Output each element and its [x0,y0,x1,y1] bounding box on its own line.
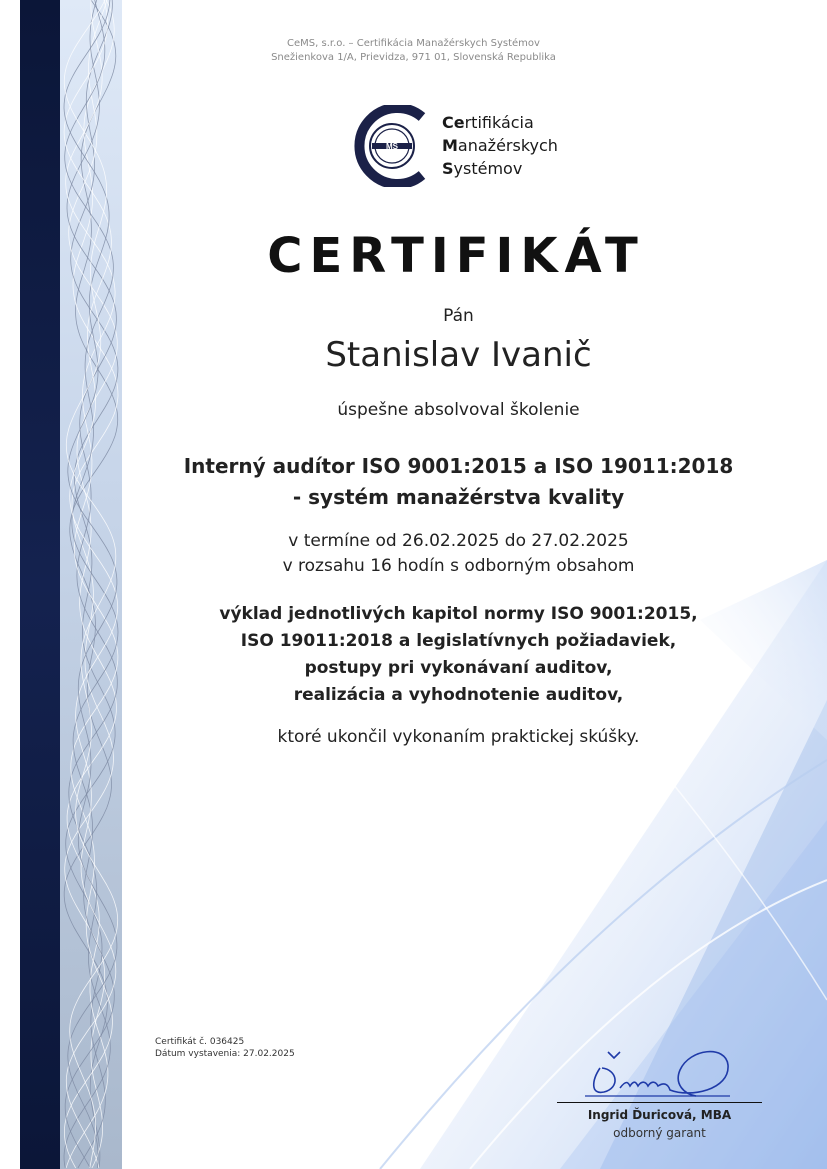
salutation: Pán [443,306,474,326]
certificate-meta [155,1036,295,1060]
course-title-line: Interný audítor ISO 9001:2015 a ISO 19011:2018 [183,454,734,478]
guilloche-curve [66,0,118,1168]
logo-monogram: MS [386,142,398,151]
guilloche-curve [65,0,118,1168]
content-line: výklad jednotlivých kapitol normy ISO 9001:2015, [219,604,698,624]
course-details [0,529,827,579]
content-line: ISO 19011:2018 a legislatívnych požiadaviek, [240,631,677,651]
content-line: postupy pri vykonávaní auditov, [304,658,613,678]
certificate-title: CERTIFIKÁT [267,228,645,284]
guilloche-border [60,0,122,1169]
handwritten-signature [580,1040,740,1105]
content-line: realizácia a vyhodnotenie auditov, [293,685,624,705]
issuer-header [0,37,827,65]
logo-wordmark: Certifikácia Manažérskych Systémov [442,113,558,178]
issue-date: Dátum vystavenia: 27.02.2025 [155,1049,295,1059]
issuer-address: Snežienkova 1/A, Prievidza, 971 01, Slovenská Republika [271,52,556,63]
signature-line [557,1102,762,1103]
issuer-name: CeMS, s.r.o. – Certifikácia Manažérskych Systémov [287,38,540,49]
course-title [0,451,827,513]
course-title-line: - systém manažérstva kvality [292,485,625,509]
course-scope: v rozsahu 16 hodín s odborným obsahom [282,556,635,576]
signatory-name: Ingrid Ďuricová, MBA [587,1108,732,1122]
logo-emblem [352,105,436,187]
exam-statement: ktoré ukončil vykonaním praktickej skúšky. [277,727,640,747]
recipient-name: Stanislav Ivanič [325,335,592,375]
guilloche-curve [65,0,118,1168]
guilloche-curve [64,0,118,1168]
completion-statement: úspešne absolvoval školenie [337,400,580,420]
course-dates: v termíne od 26.02.2025 do 27.02.2025 [288,531,629,551]
border-strip [20,0,60,1169]
guilloche-curve [64,0,117,1168]
signatory-role: odborný garant [613,1126,706,1140]
certificate-number: Certifikát č. 036425 [155,1037,245,1047]
course-content [0,601,827,709]
company-logo [352,105,592,187]
